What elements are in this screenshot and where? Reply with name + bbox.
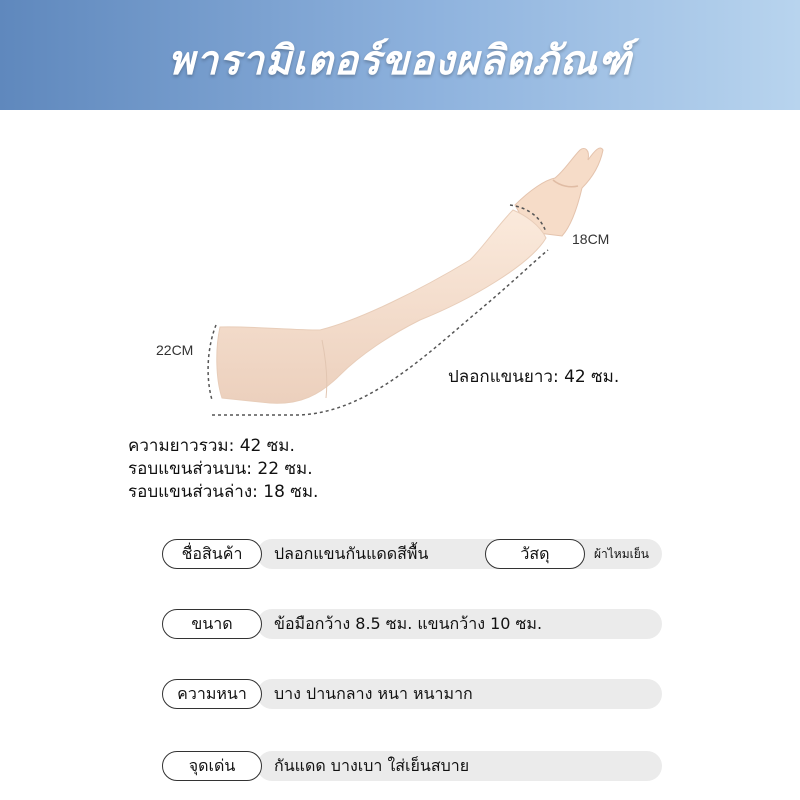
size-value: ข้อมือกว้าง 8.5 ซม. แขนกว้าง 10 ซม. <box>274 614 543 633</box>
upper-circumference-line <box>208 325 216 400</box>
material-value: ผ้าไหมเย็น <box>594 547 649 561</box>
features-value: กันแดด บางเบา ใส่เย็นสบาย <box>274 756 470 775</box>
row-features <box>162 751 662 781</box>
thickness-pill: ความหนา <box>162 679 262 709</box>
spec-list <box>128 435 318 504</box>
page-title: พารามิเตอร์ของผลิตภัณฑ์ <box>168 38 632 84</box>
sleeve-length-label: ปลอกแขนยาว: 42 ซม. <box>448 367 620 387</box>
spec-lower-circumference: รอบแขนส่วนล่าง: 18 ซม. <box>128 482 319 502</box>
header-banner <box>0 0 800 110</box>
product-name-value: ปลอกแขนกันแดดสีพื้น <box>274 544 429 563</box>
upper-circumference-label: 22CM <box>156 342 194 358</box>
lower-circumference-label: 18CM <box>572 231 610 247</box>
row-size <box>162 609 662 639</box>
spec-total-length: ความยาวรวม: 42 ซม. <box>128 436 295 456</box>
arm-sleeve-illustration <box>0 110 800 430</box>
size-pill: ขนาด <box>162 609 262 639</box>
features-pill: จุดเด่น <box>162 751 262 781</box>
row-thickness <box>162 679 662 709</box>
material-pill: วัสดุ <box>485 539 585 569</box>
product-name-pill: ชื่อสินค้า <box>162 539 262 569</box>
row-product-name <box>162 539 662 569</box>
spec-upper-circumference: รอบแขนส่วนบน: 22 ซม. <box>128 459 313 479</box>
thickness-value: บาง ปานกลาง หนา หนามาก <box>274 684 473 703</box>
